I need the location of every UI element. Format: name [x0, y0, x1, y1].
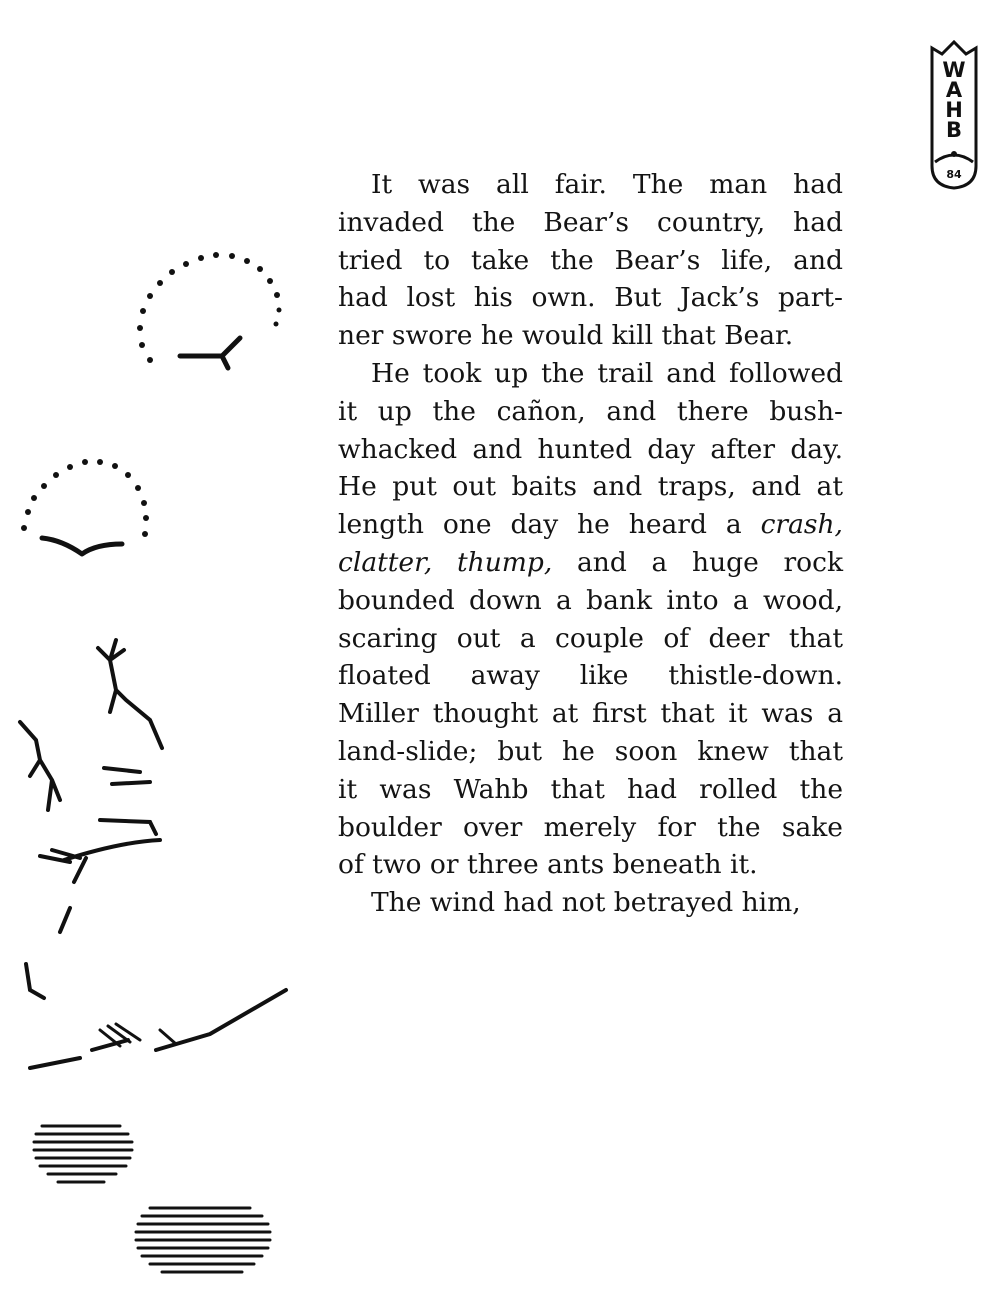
text-line: land-slide; but he soon knew that [338, 735, 843, 767]
text-line: of two or three ants beneath it. [338, 849, 758, 881]
shield-letter: H [945, 98, 963, 122]
margin-illustration [0, 0, 320, 1309]
text-segment: and a huge rock [577, 546, 843, 578]
text-line: ner swore he would kill that Bear. [338, 320, 794, 352]
text-line: had lost his own. But Jack’s part- [338, 282, 843, 314]
branch-top-icon [180, 338, 240, 368]
text-line: boulder over merely for the sake [338, 811, 843, 843]
text-line: He took up the trail and followed [371, 357, 843, 389]
hatched-oval-icon [34, 1126, 132, 1182]
dotted-arc-top-icon [137, 252, 282, 363]
text-line: bounded down a bank into a wood, [338, 584, 843, 616]
text-line: The wind had not betrayed him, [371, 887, 801, 919]
text-line: Miller thought at first that it was a [338, 698, 843, 730]
text-line: invaded the Bear’s country, had [338, 206, 843, 238]
text-line-with-italic [338, 544, 843, 582]
ground-line-icon [26, 964, 286, 1068]
text-line: It was all fair. The man had [371, 169, 843, 200]
shield-letter: W [942, 58, 966, 82]
branch-middle-icon [42, 538, 122, 554]
shield-letters [926, 60, 982, 140]
text-line: He put out baits and traps, and at [338, 471, 843, 503]
italic-word-clatter: clatter, [338, 546, 433, 578]
italic-word-crash: crash, [760, 509, 843, 541]
text-line-with-italic [338, 506, 843, 544]
text-line: it up the cañon, and there bush- [338, 395, 843, 427]
text-line: scaring out a couple of deer that [338, 622, 843, 654]
italic-word-thump: thump, [456, 546, 553, 578]
body-text [338, 166, 843, 922]
text-segment: length one day he heard a [338, 509, 742, 541]
wahb-shield-emblem [926, 40, 982, 190]
hatched-oval-icon [136, 1208, 270, 1272]
page-number: 84 [946, 168, 962, 181]
deer-icon [20, 640, 162, 932]
shield-letter: B [945, 118, 962, 142]
text-line: it was Wahb that had rolled the [338, 773, 843, 805]
text-line: tried to take the Bear’s life, and [338, 244, 843, 276]
text-line: floated away like thistle-down. [338, 660, 843, 692]
dotted-arc-middle-icon [21, 459, 149, 537]
shield-letter: A [945, 78, 963, 102]
text-line: whacked and hunted day after day. [338, 433, 843, 465]
